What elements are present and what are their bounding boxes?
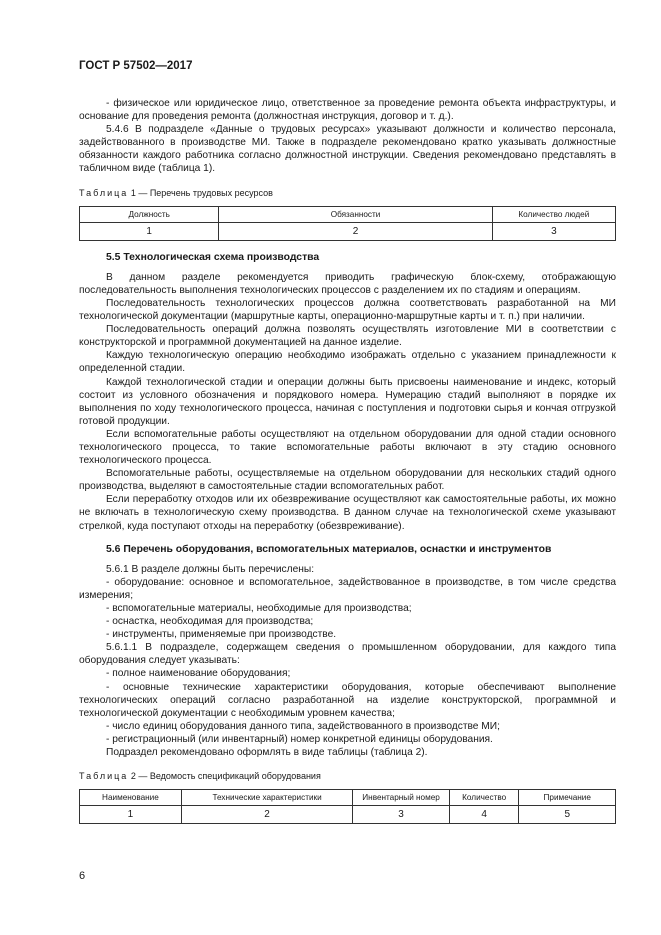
table2-cell: 3 bbox=[353, 806, 449, 824]
paragraph: 5.6.1 В разделе должны быть перечислены: bbox=[106, 563, 315, 575]
table2-cell: 1 bbox=[80, 806, 182, 824]
table1-header-cell: Обязанности bbox=[219, 206, 492, 222]
list-item: - оборудование: основное и вспомогательное, задействованное в производстве, в том числе средства измерения; bbox=[79, 576, 616, 601]
paragraph: Если переработку отходов или их обезвреживание осуществляют как самостоятельные работы, их можно не включать в технологическую схему производства. В данном случае на технологической схеме указывают стрелкой, куда поступают отходы на переработку (обезвреживание). bbox=[79, 494, 616, 532]
list-item: - регистрационный (или инвентарный) номер конкретной единицы оборудования. bbox=[106, 733, 493, 745]
list-item: - инструменты, применяемые при производстве. bbox=[106, 629, 337, 641]
table2-caption-word: Таблица bbox=[79, 771, 129, 782]
paragraph: 5.4.6 В подразделе «Данные о трудовых ресурсах» указывают должности и количество персонала, задействованного в производстве МИ. Также в подразделе рекомендовано кратко указывать должностные обязанности каждого работника согласно должностной инструкции. Сведения рекомендовано представлять в табличном виде (таблица 1). bbox=[79, 124, 616, 175]
paragraph: Последовательность технологических процессов должна соответствовать разработанной на МИ технологической документации (маршрутные карты, операционно-маршрутные карты и т. п.) при наличии. bbox=[79, 297, 616, 323]
table1-cell: 2 bbox=[219, 222, 492, 240]
list-item: - основные технические характеристики оборудования, которые обеспечивают выполнение технологических операций согласно разработанной на изделие конструкторской, программной и технологической документации с необходимым уровнем качества; bbox=[79, 681, 616, 719]
table1-header-cell: Количество людей bbox=[492, 206, 615, 222]
section-5-5-title: 5.5 Технологическая схема производства bbox=[106, 251, 320, 263]
table1 bbox=[79, 206, 616, 241]
table1-cell: 1 bbox=[80, 222, 219, 240]
paragraph: Если вспомогательные работы осуществляют на отдельном оборудовании для одной стадии основного технологического процесса, то такие вспомогательные работы включают в эту стадию основного технологического процесса. bbox=[79, 428, 616, 467]
table2 bbox=[79, 789, 616, 824]
table2-caption bbox=[79, 770, 616, 783]
table2-cell: 5 bbox=[519, 806, 616, 824]
table2-header-cell: Количество bbox=[449, 790, 519, 806]
paragraph: Каждой технологической стадии и операции должны быть присвоены наименование и индекс, который состоит из условного обозначения и порядкового номера. Нумерацию стадий выполняют в порядке их выполнения по ходу технологического процесса, начиная с поступления и подготовки сырья и кончая отгрузкой готовой продукции. bbox=[79, 376, 616, 427]
list-item: - вспомогательные материалы, необходимые для производства; bbox=[106, 603, 412, 614]
paragraph: Подраздел рекомендовано оформлять в виде таблицы (таблица 2). bbox=[106, 747, 428, 759]
table2-header-row bbox=[80, 790, 616, 806]
table1-caption-text: 1 — Перечень трудовых ресурсов bbox=[130, 187, 273, 198]
paragraph: - физическое или юридическое лицо, ответственное за проведение ремонта объекта инфраструктуры, и основание для проведения ремонта (должностная инструкция, договор и т. д.). bbox=[79, 98, 616, 123]
table2-caption-text: 2 — Ведомость спецификаций оборудования bbox=[130, 771, 321, 782]
table1-header-cell: Должность bbox=[80, 206, 219, 222]
table1-row bbox=[80, 222, 616, 240]
paragraph: Последовательность операций должна позволять осуществлять изготовление МИ в соответствии с конструкторской и программной документацией на данное изделие. bbox=[79, 324, 616, 349]
table2-cell: 2 bbox=[181, 806, 353, 824]
table1-cell: 3 bbox=[492, 222, 615, 240]
table2-row bbox=[80, 806, 616, 824]
table2-header-cell: Инвентарный номер bbox=[353, 790, 449, 806]
section-5-6-title: 5.6 Перечень оборудования, вспомогательных материалов, оснастки и инструментов bbox=[106, 543, 552, 555]
page-content bbox=[79, 97, 616, 828]
table1-caption-word: Таблица bbox=[79, 187, 129, 198]
table2-header-cell: Примечание bbox=[519, 790, 616, 806]
table1-header-row bbox=[80, 206, 616, 222]
list-item: - полное наименование оборудования; bbox=[106, 668, 291, 680]
table2-header-cell: Технические характеристики bbox=[181, 790, 353, 806]
list-item: - оснастка, необходимая для производства; bbox=[106, 616, 314, 628]
page-number: 6 bbox=[79, 870, 86, 882]
list-item: - число единиц оборудования данного типа, задействованного в производстве МИ; bbox=[106, 720, 500, 732]
paragraph: Каждую технологическую операцию необходимо изображать отдельно с указанием принадлежности к определенной стадии. bbox=[79, 350, 616, 375]
paragraph: В данном разделе рекомендуется приводить графическую блок-схему, отображающую последовательность выполнения технологических процессов с разделением их по стадиям и операциям. bbox=[79, 271, 616, 296]
document-header: ГОСТ Р 57502—2017 bbox=[79, 60, 193, 72]
table2-cell: 4 bbox=[449, 806, 519, 824]
paragraph: 5.6.1.1 В подразделе, содержащем сведения о промышленном оборудовании, для каждого типа оборудования следует указывать: bbox=[79, 642, 616, 667]
table1-caption bbox=[79, 187, 616, 200]
paragraph: Вспомогательные работы, осуществляемые на отдельном оборудовании для нескольких стадий одного производства, выделяют в самостоятельные стадии вспомогательных работ. bbox=[79, 468, 616, 493]
table2-header-cell: Наименование bbox=[80, 790, 182, 806]
